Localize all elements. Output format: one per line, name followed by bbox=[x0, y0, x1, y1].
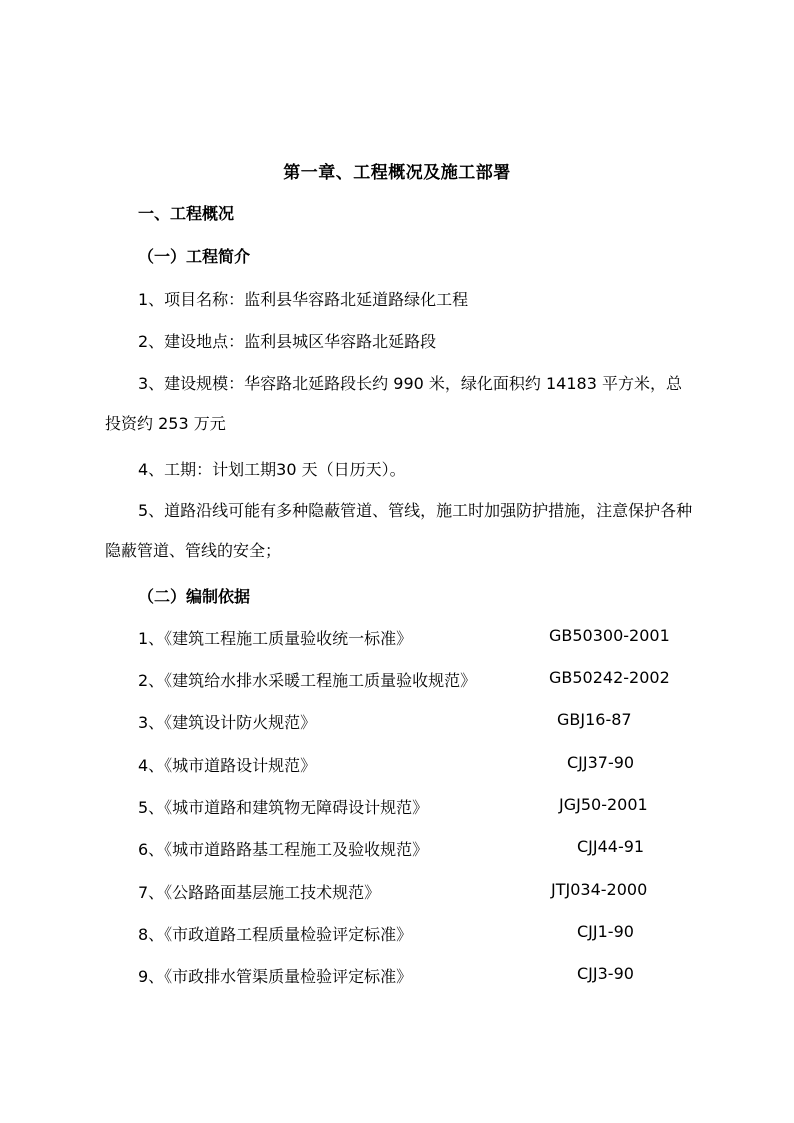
ref-title: 2、《建筑给水排水采暖工程施工质量验收规范》 bbox=[138, 671, 477, 690]
ref-code: CJJ3-90 bbox=[577, 964, 634, 983]
ref-code: GB50242-2002 bbox=[549, 668, 670, 687]
ref-title: 3、《建筑设计防火规范》 bbox=[138, 713, 317, 732]
ref-title: 8、《市政道路工程质量检验评定标准》 bbox=[138, 925, 413, 944]
ref-title: 9、《市政排水管渠质量检验评定标准》 bbox=[138, 967, 413, 986]
ref-code: JTJ034-2000 bbox=[551, 880, 648, 899]
ref-code: JGJ50-2001 bbox=[559, 795, 648, 814]
ref-code: CJJ44-91 bbox=[577, 837, 645, 856]
item-duration: 4、工期：计划工期30 天（日历天）。 bbox=[138, 460, 406, 479]
ref-title: 7、《公路路面基层施工技术规范》 bbox=[138, 883, 381, 902]
chapter-title: 第一章、工程概况及施工部署 bbox=[283, 163, 511, 183]
item-project-name: 1、项目名称：监利县华容路北延道路绿化工程 bbox=[138, 290, 469, 309]
item-pipeline-note: 5、道路沿线可能有多种隐蔽管道、管线，施工时加强防护措施，注意保护各种隐蔽管道、管线的安全； bbox=[105, 501, 693, 560]
section-heading-overview: 一、工程概况 bbox=[138, 204, 235, 223]
ref-code: CJJ1-90 bbox=[577, 922, 634, 941]
subsection-heading-intro: （一）工程简介 bbox=[138, 247, 251, 266]
ref-title: 5、《城市道路和建筑物无障碍设计规范》 bbox=[138, 798, 429, 817]
ref-code: GBJ16-87 bbox=[557, 710, 632, 729]
item-scale: 3、建设规模：华容路北延路段长约 990 米，绿化面积约 14183 平方米，总投资约 253 万元 bbox=[105, 374, 682, 433]
subsection-heading-basis: （二）编制依据 bbox=[138, 587, 251, 606]
item-location: 2、建设地点：监利县城区华容路北延路段 bbox=[138, 332, 437, 351]
ref-code: GB50300-2001 bbox=[549, 626, 670, 645]
ref-title: 6、《城市道路路基工程施工及验收规范》 bbox=[138, 840, 429, 859]
ref-code: CJJ37-90 bbox=[567, 753, 635, 772]
ref-title: 4、《城市道路设计规范》 bbox=[138, 756, 317, 775]
ref-title: 1、《建筑工程施工质量验收统一标准》 bbox=[138, 629, 413, 648]
